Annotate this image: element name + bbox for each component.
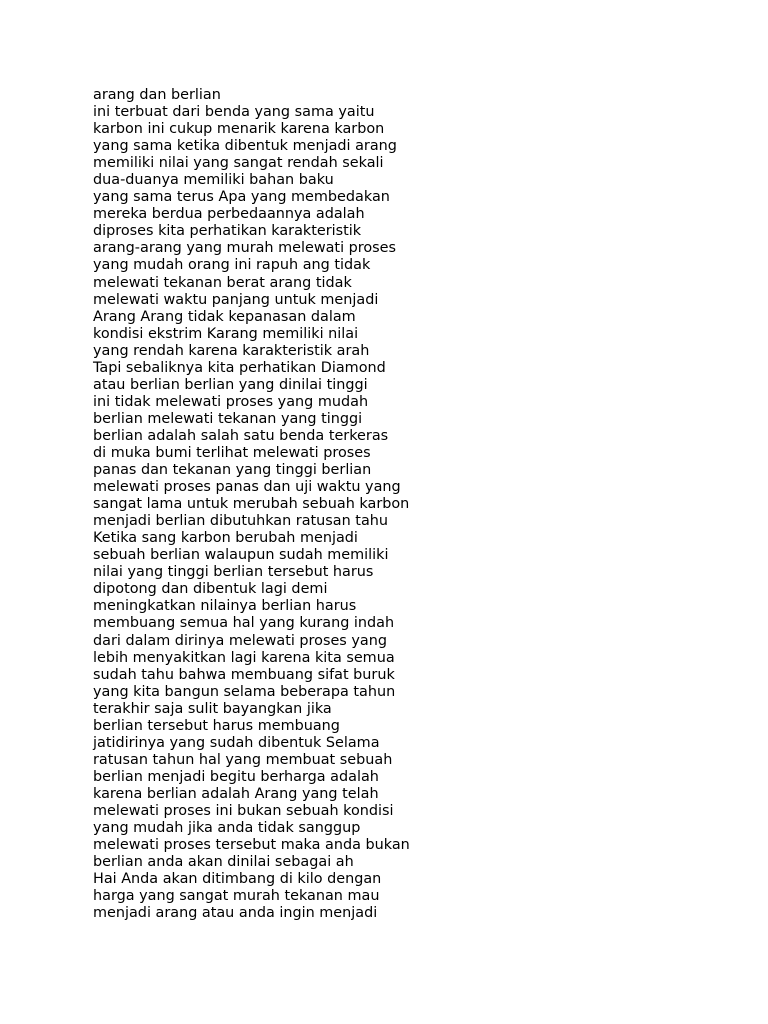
document-text-line: karena berlian adalah Arang yang telah — [93, 785, 379, 802]
document-text-line: Ketika sang karbon berubah menjadi — [93, 530, 358, 547]
document-text-line: harga yang sangat murah tekanan mau — [93, 888, 380, 905]
document-text-line: jatidirinya yang sudah dibentuk Selama — [93, 734, 380, 751]
document-text-line: yang kita bangun selama beberapa tahun — [93, 683, 396, 700]
document-text-line: ini terbuat dari benda yang sama yaitu — [93, 104, 375, 121]
document-text-line: Hai Anda akan ditimbang di kilo dengan — [93, 871, 382, 888]
document-text-line: mereka berdua perbedaannya adalah — [93, 206, 365, 223]
document-text-line: memiliki nilai yang sangat rendah sekali — [93, 155, 384, 172]
document-text-line: Arang Arang tidak kepanasan dalam — [93, 308, 356, 325]
document-text-line: berlian tersebut harus membuang — [93, 717, 340, 734]
document-text-line: atau berlian berlian yang dinilai tinggi — [93, 376, 368, 393]
document-text-line: membuang semua hal yang kurang indah — [93, 615, 395, 632]
document-text-line: melewati waktu panjang untuk menjadi — [93, 291, 379, 308]
document-text-line: melewati proses panas dan uji waktu yang — [93, 479, 401, 496]
document-text-line: yang sama terus Apa yang membedakan — [93, 189, 390, 206]
document-text-line: berlian adalah salah satu benda terkeras — [93, 427, 389, 444]
document-text-line: nilai yang tinggi berlian tersebut harus — [93, 564, 374, 581]
document-text-line: menjadi berlian dibutuhkan ratusan tahu — [93, 513, 389, 530]
document-text-line: melewati proses tersebut maka anda bukan — [93, 837, 410, 854]
document-text-line: melewati tekanan berat arang tidak — [93, 274, 352, 291]
document-text-line: dua-duanya memiliki bahan baku — [93, 172, 334, 189]
document-text-line: dipotong dan dibentuk lagi demi — [93, 581, 328, 598]
document-text-line: ini tidak melewati proses yang mudah — [93, 393, 369, 410]
document-text-line: berlian menjadi begitu berharga adalah — [93, 768, 379, 785]
document-text-line: lebih menyakitkan lagi karena kita semua — [93, 649, 395, 666]
document-text-line: melewati proses ini bukan sebuah kondisi — [93, 802, 394, 819]
document-text-line: berlian melewati tekanan yang tinggi — [93, 410, 363, 427]
document-text-line: meningkatkan nilainya berlian harus — [93, 598, 357, 615]
document-text-line: yang mudah jika anda tidak sanggup — [93, 820, 361, 837]
document-body-text — [93, 87, 693, 922]
document-text-line: sangat lama untuk merubah sebuah karbon — [93, 496, 410, 513]
document-text-line: arang-arang yang murah melewati proses — [93, 240, 397, 257]
document-text-line: menjadi arang atau anda ingin menjadi — [93, 905, 378, 922]
document-text-line: yang mudah orang ini rapuh ang tidak — [93, 257, 371, 274]
document-text-line: diproses kita perhatikan karakteristik — [93, 223, 362, 240]
document-text-line: di muka bumi terlihat melewati proses — [93, 444, 371, 461]
document-text-line: Tapi sebaliknya kita perhatikan Diamond — [93, 359, 386, 376]
document-text-line: yang sama ketika dibentuk menjadi arang — [93, 138, 397, 155]
document-text-line: arang dan berlian — [93, 87, 221, 103]
document-text-line: berlian anda akan dinilai sebagai ah — [93, 854, 354, 871]
document-text-line: sebuah berlian walaupun sudah memiliki — [93, 547, 389, 564]
document-text-line: panas dan tekanan yang tinggi berlian — [93, 462, 372, 479]
document-text-line: terakhir saja sulit bayangkan jika — [93, 700, 332, 717]
document-text-line: karbon ini cukup menarik karena karbon — [93, 121, 385, 138]
document-text-line: dari dalam dirinya melewati proses yang — [93, 632, 387, 649]
document-text-line: ratusan tahun hal yang membuat sebuah — [93, 751, 393, 768]
document-text-line: sudah tahu bahwa membuang sifat buruk — [93, 666, 395, 683]
document-text-line: yang rendah karena karakteristik arah — [93, 342, 370, 359]
document-text-line: kondisi ekstrim Karang memiliki nilai — [93, 325, 359, 342]
